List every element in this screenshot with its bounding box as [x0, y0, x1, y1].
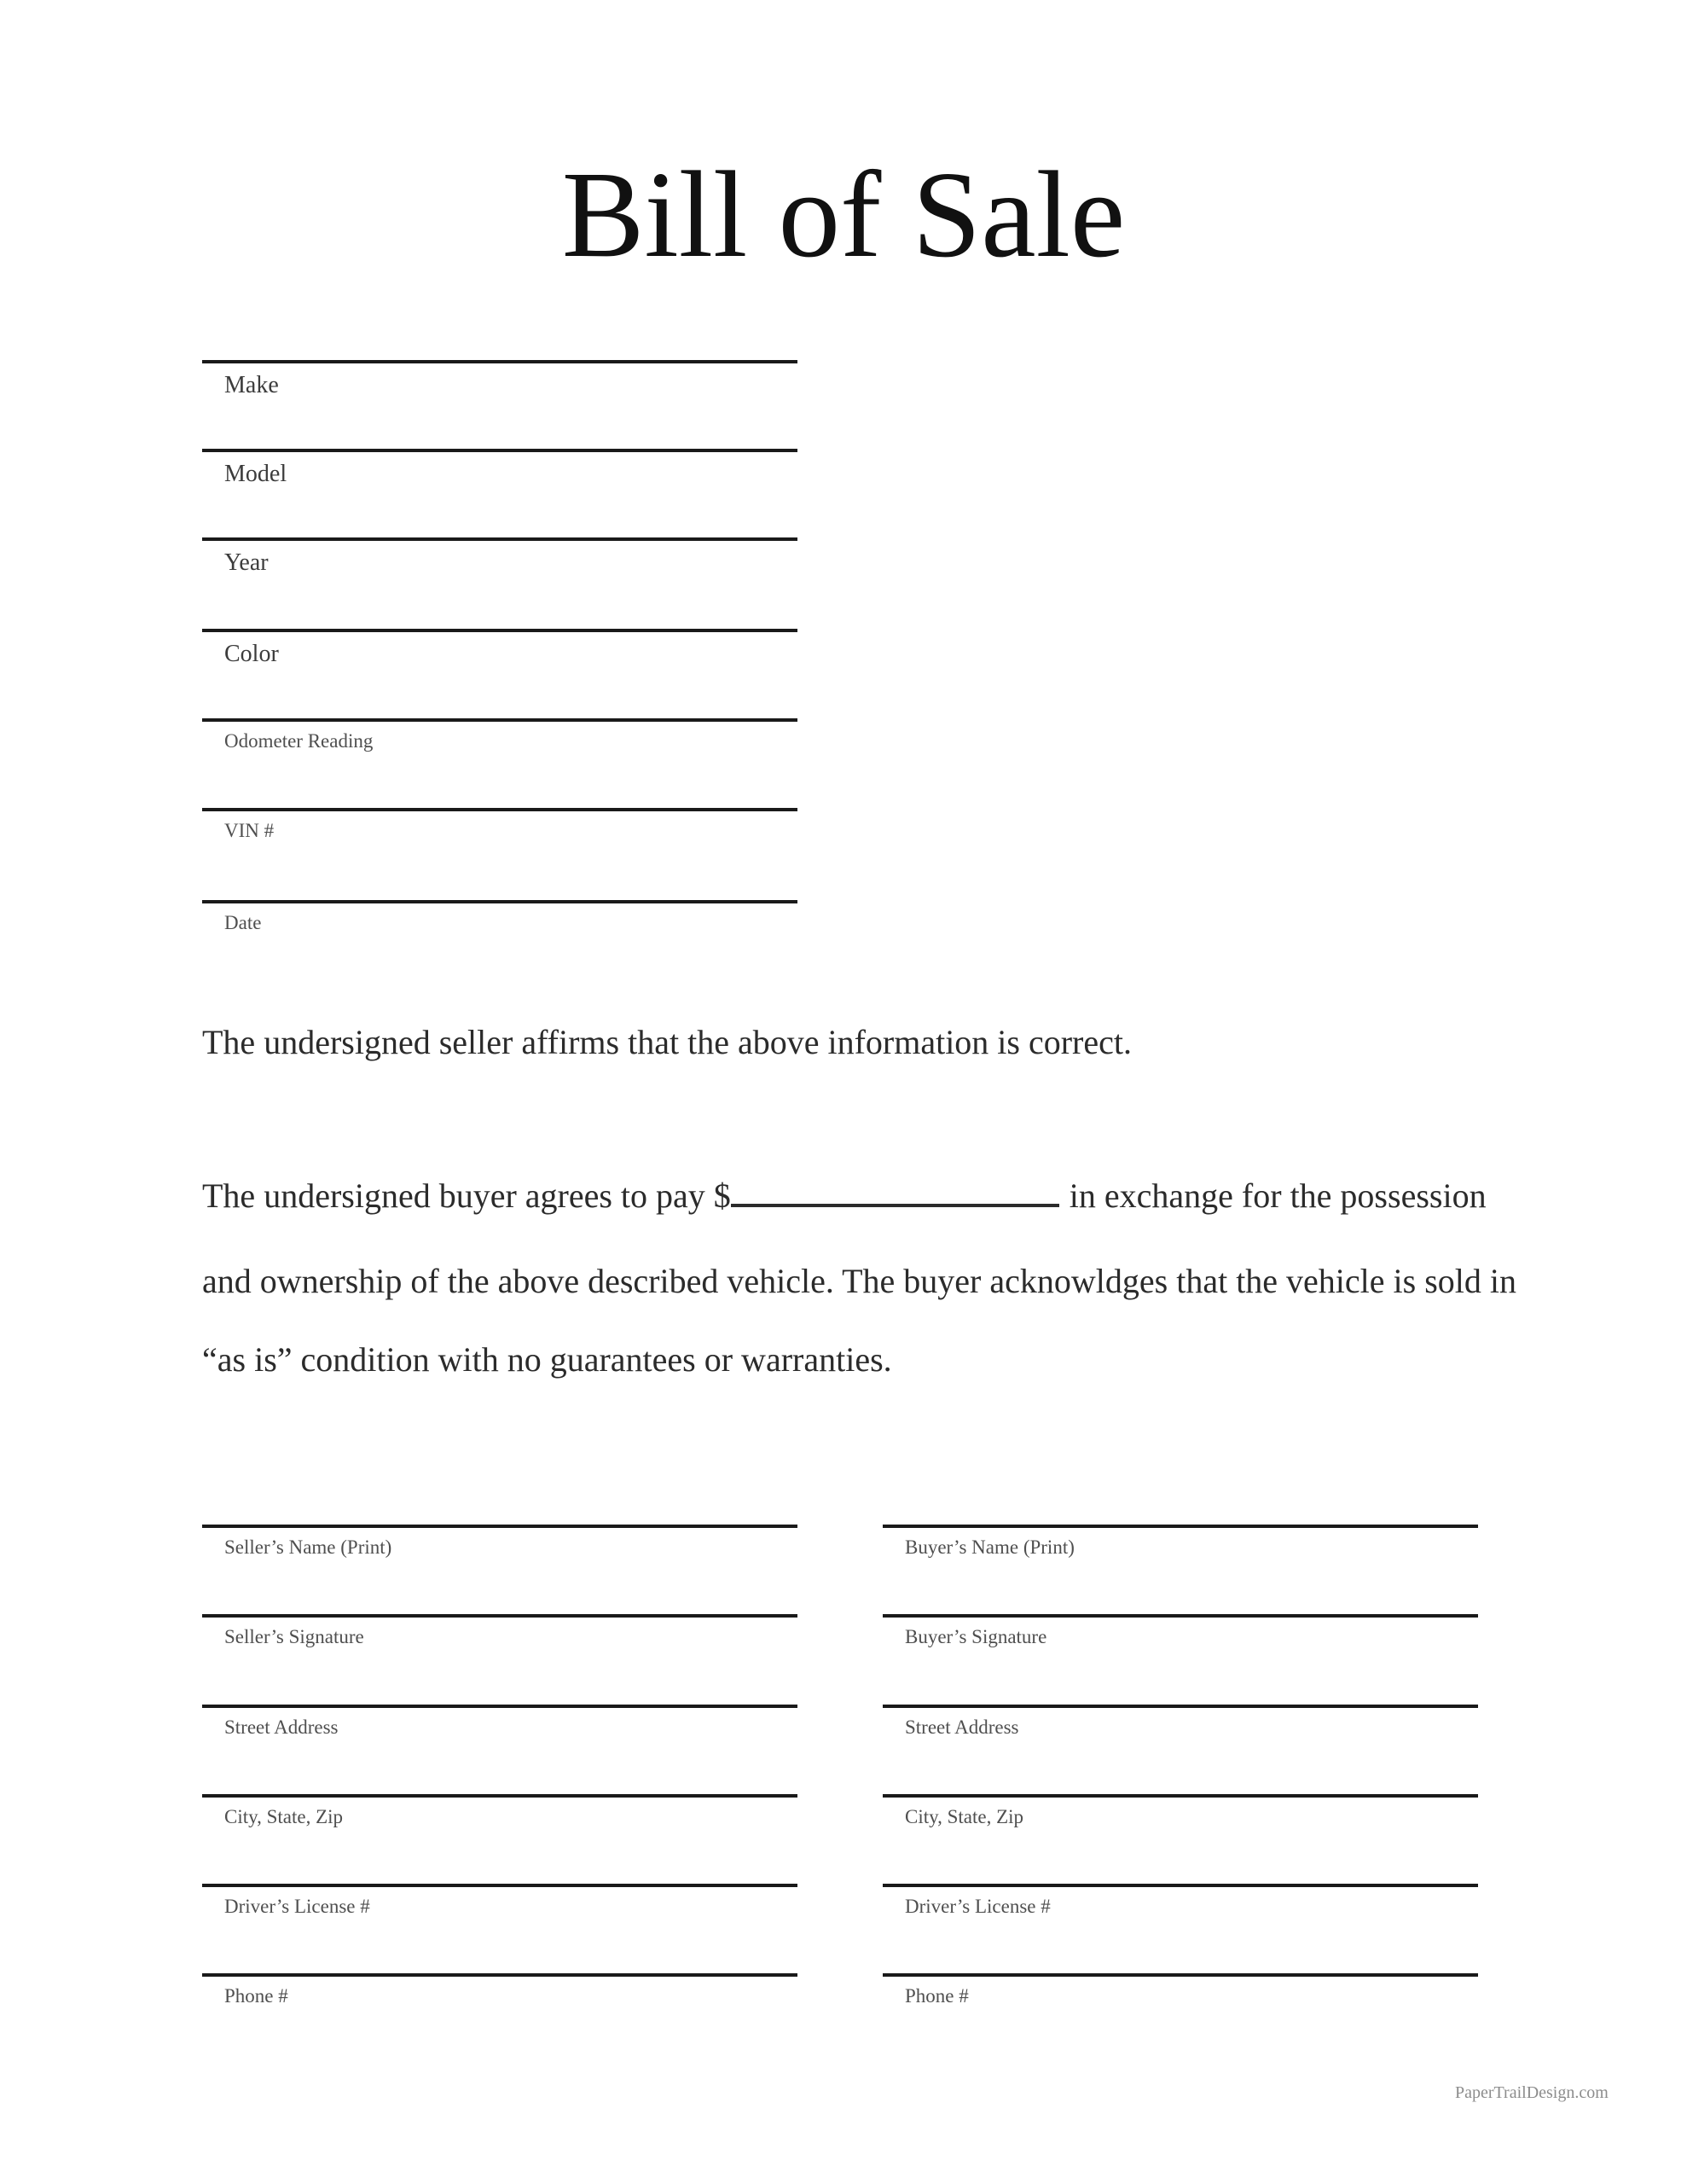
model-field-label: Model: [224, 461, 287, 487]
amount-blank-line[interactable]: [731, 1202, 1059, 1207]
field-model: [202, 449, 797, 488]
seller-affirmation-text: The undersigned seller affirms that the above information is correct.: [202, 1023, 1132, 1061]
field-buyer-city-state-zip: [883, 1794, 1478, 1828]
buyer-phone-field-label: Phone #: [905, 1985, 969, 2007]
seller-name-field-label: Seller’s Name (Print): [224, 1536, 392, 1558]
field-seller-phone: [202, 1973, 797, 2007]
make-field-label: Make: [224, 372, 279, 398]
seller-phone-field-label: Phone #: [224, 1985, 288, 2007]
field-buyer-signature: [883, 1614, 1478, 1648]
buyer-street-address-field-label: Street Address: [905, 1716, 1019, 1738]
seller-city-state-zip-field-label: City, State, Zip: [224, 1806, 344, 1827]
seller-street-address-field-label: Street Address: [224, 1716, 339, 1738]
seller-drivers-license-field-label: Driver’s License #: [224, 1896, 370, 1917]
color-field-label: Color: [224, 641, 279, 667]
buyer-city-state-zip-field-label: City, State, Zip: [905, 1806, 1024, 1827]
field-date: [202, 900, 797, 934]
footer-watermark: PaperTrailDesign.com: [1455, 2083, 1609, 2102]
buyer-agreement-line3: “as is” condition with no guarantees or warranties.: [202, 1340, 892, 1379]
page-title: Bill of Sale: [561, 147, 1126, 283]
field-seller-name: [202, 1525, 797, 1559]
field-buyer-drivers-license: [883, 1884, 1478, 1918]
field-color: [202, 629, 797, 668]
buyer-drivers-license-field-label: Driver’s License #: [905, 1896, 1051, 1917]
year-field-label: Year: [224, 549, 269, 576]
field-seller-city-state-zip: [202, 1794, 797, 1828]
vin-field-label: VIN #: [224, 820, 275, 841]
field-year: [202, 537, 797, 577]
field-make: [202, 360, 797, 399]
field-seller-street-address: [202, 1705, 797, 1739]
field-seller-signature: [202, 1614, 797, 1648]
buyer-agreement-line2: and ownership of the above described vehicle. The buyer acknowldges that the vehicle is sold in: [202, 1262, 1517, 1300]
field-seller-drivers-license: [202, 1884, 797, 1918]
date-field-label: Date: [224, 912, 262, 933]
buyer-name-field-label: Buyer’s Name (Print): [905, 1536, 1075, 1558]
buyer-signature-field-label: Buyer’s Signature: [905, 1626, 1047, 1647]
field-odometer: [202, 718, 797, 752]
odometer-field-label: Odometer Reading: [224, 730, 374, 752]
buyer-agreement-line1: [202, 1176, 1487, 1217]
field-buyer-street-address: [883, 1705, 1478, 1739]
buyer-agreement-before-blank: The undersigned buyer agrees to pay $: [202, 1176, 731, 1215]
field-buyer-phone: [883, 1973, 1478, 2007]
seller-signature-field-label: Seller’s Signature: [224, 1626, 364, 1647]
buyer-agreement-after-blank: in exchange for the possession: [1069, 1176, 1487, 1215]
field-buyer-name: [883, 1525, 1478, 1559]
field-vin: [202, 808, 797, 842]
